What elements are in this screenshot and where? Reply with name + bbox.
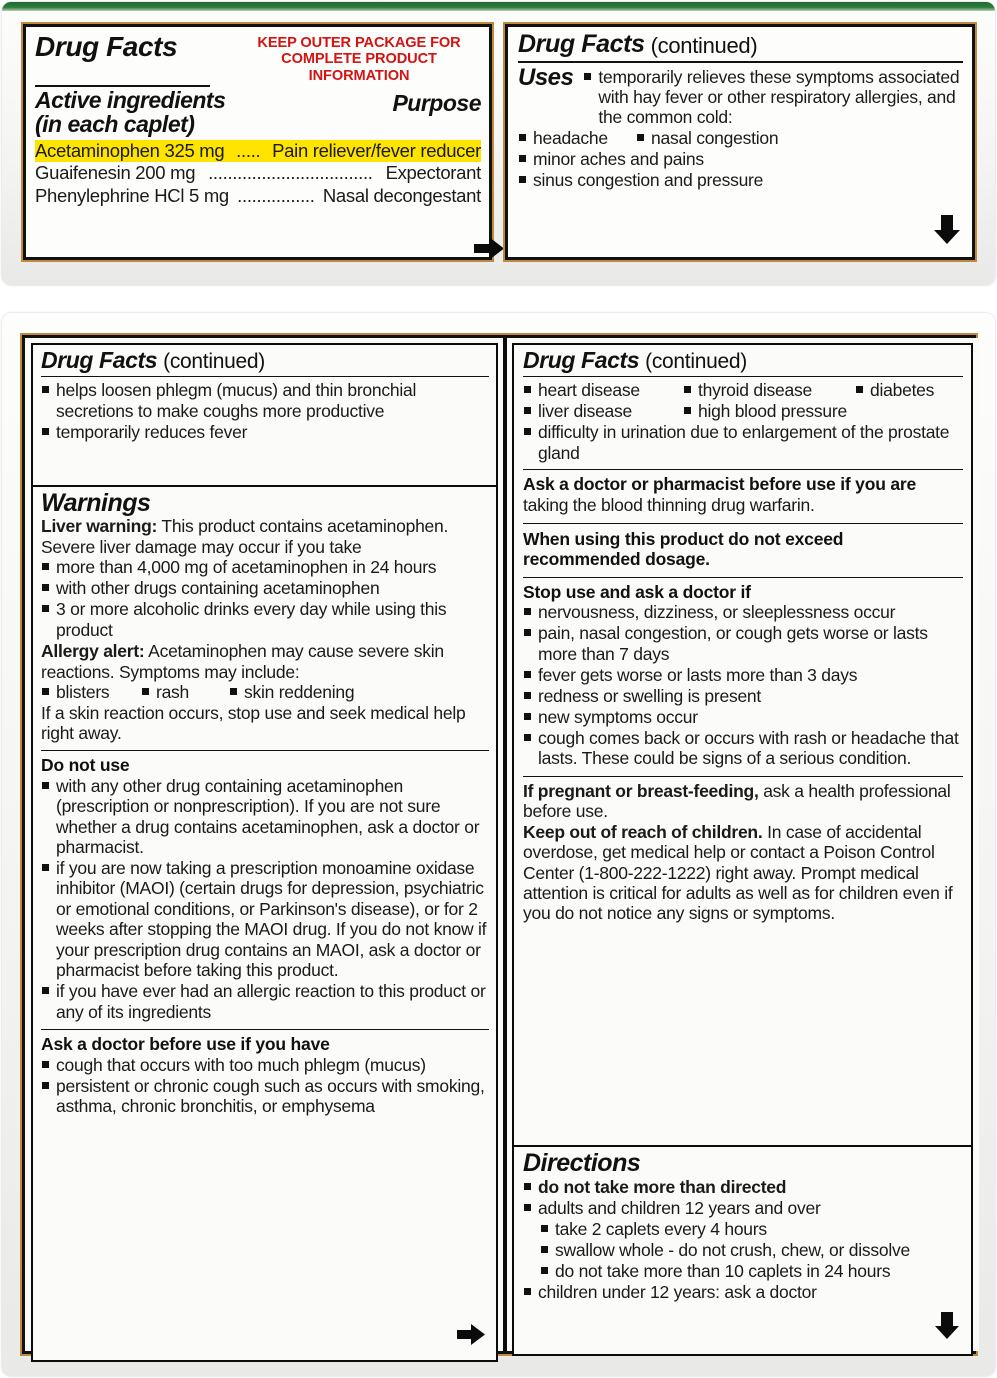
drug-facts-continued-title bbox=[523, 349, 963, 372]
ingredient-dots: ................ bbox=[237, 184, 315, 206]
list-item: 3 or more alcoholic drinks every day while using this product bbox=[41, 599, 489, 640]
list-item: cough comes back or occurs with rash or headache that lasts. These could be signs of a serious condition. bbox=[523, 728, 963, 769]
active-ingredients-title: Active ingredients bbox=[35, 87, 226, 114]
allergy-symptom-list bbox=[41, 682, 489, 703]
bottom-left-column bbox=[25, 338, 503, 1351]
list-item: take 2 caplets every 4 hours bbox=[523, 1219, 963, 1239]
liver-warning-label: Liver warning: bbox=[41, 516, 158, 537]
drug-facts-title-text: Drug Facts bbox=[35, 31, 178, 62]
continued-label: (continued) bbox=[163, 350, 265, 374]
uses-continued-list bbox=[41, 380, 489, 442]
list-item: redness or swelling is present bbox=[523, 686, 963, 706]
list-item: helps loosen phlegm (mucus) and thin bronchial secretions to make coughs more productive bbox=[41, 380, 489, 421]
list-item: do not take more than directed bbox=[523, 1177, 963, 1197]
list-item: headache bbox=[518, 128, 636, 148]
list-item: liver disease bbox=[523, 401, 683, 421]
drug-facts-continued-title bbox=[518, 32, 963, 58]
bottom-right-column bbox=[507, 338, 979, 1351]
warnings-box bbox=[31, 485, 498, 1362]
drug-facts-title-text: Drug Facts bbox=[41, 347, 158, 373]
list-item: rash bbox=[141, 682, 229, 702]
directions-list bbox=[523, 1177, 963, 1302]
uses-intro-list bbox=[583, 65, 963, 129]
list-item: new symptoms occur bbox=[523, 707, 963, 727]
green-carton-stripe bbox=[2, 2, 995, 11]
stop-use-list bbox=[523, 602, 963, 768]
list-item: thyroid disease bbox=[683, 380, 855, 400]
ingredient-purpose: Pain reliever/fever reducer bbox=[272, 139, 481, 161]
do-not-use-list bbox=[41, 776, 489, 1023]
ingredient-row-guaifenesin bbox=[35, 162, 481, 184]
pregnant-warning bbox=[523, 781, 963, 822]
active-ingredients-subtitle: (in each caplet) bbox=[35, 111, 195, 138]
ingredient-dots: .................................. bbox=[208, 162, 373, 184]
liver-warning-body: This product contains acetaminophen. Severe liver damage may occur if you take bbox=[41, 516, 449, 557]
list-item: do not take more than 10 caplets in 24 hours bbox=[523, 1261, 963, 1281]
purpose-label: Purpose bbox=[392, 90, 481, 117]
allergy-alert-text bbox=[41, 641, 489, 682]
list-item: nasal congestion bbox=[636, 128, 778, 148]
carton-panel-bottom bbox=[2, 313, 995, 1376]
when-using-heading: When using this product do not exceed recommended dosage. bbox=[523, 528, 844, 570]
section-divider bbox=[523, 577, 963, 578]
stop-use-heading: Stop use and ask a doctor if bbox=[523, 581, 751, 602]
drug-facts-title-text: Drug Facts bbox=[518, 30, 645, 58]
conditions-list bbox=[523, 380, 963, 463]
list-item: sinus congestion and pressure bbox=[518, 170, 963, 190]
list-item: skin reddening bbox=[229, 682, 354, 702]
active-ingredients-label bbox=[35, 89, 225, 136]
pregnant-body: ask a health professional before use. bbox=[523, 780, 951, 822]
warfarin-heading: Ask a doctor or pharmacist before use if you are bbox=[523, 474, 917, 495]
list-item: with any other drug containing acetaminophen (prescription or nonprescription). If you are not sure whether a drug contains acetaminophen, ask a doctor or pharmacist. bbox=[41, 776, 489, 858]
arrow-down-icon bbox=[932, 213, 962, 251]
ingredient-name: Acetaminophen 325 mg bbox=[35, 139, 225, 161]
list-item: if you have ever had an allergic reaction to this product or any of its ingredients bbox=[41, 981, 489, 1022]
directions-box bbox=[512, 1145, 973, 1356]
uses-continued-box bbox=[31, 343, 498, 487]
continued-label: (continued) bbox=[650, 33, 758, 59]
keep-out-body: In case of accidental overdose, get medical help or contact a Poison Control Center (1-800-222-1222) right away. Prompt medical attention is critical for adults as well as for children even if you do not notice any signs or symptoms. bbox=[523, 821, 953, 924]
list-item: temporarily reduces fever bbox=[41, 422, 489, 442]
drug-facts-title-text: Drug Facts bbox=[523, 347, 640, 373]
uses-symptom-list bbox=[518, 128, 963, 190]
drug-facts-box-top-right bbox=[505, 24, 975, 260]
warfarin-text: taking the blood thinning drug warfarin. bbox=[523, 495, 815, 516]
active-ingredients-header bbox=[35, 89, 481, 136]
carton-panel-top bbox=[2, 2, 995, 285]
allergy-alert-body: Acetaminophen may cause severe skin reactions. Symptoms may include: bbox=[41, 641, 444, 682]
ingredient-name: Phenylephrine HCl 5 mg bbox=[35, 184, 229, 206]
list-item: with other drugs containing acetaminophen bbox=[41, 578, 489, 598]
arrow-down-icon bbox=[933, 1310, 961, 1346]
list-item: difficulty in urination due to enlargement of the prostate gland bbox=[523, 422, 963, 463]
arrow-right-icon bbox=[455, 1322, 487, 1352]
list-item: diabetes bbox=[855, 380, 934, 400]
ingredient-name: Guaifenesin 200 mg bbox=[35, 162, 196, 184]
list-item: blisters bbox=[41, 682, 141, 702]
title-underline bbox=[518, 61, 963, 63]
list-item: fever gets worse or lasts more than 3 days bbox=[523, 665, 963, 685]
list-item: heart disease bbox=[523, 380, 683, 400]
keep-outer-package-notice bbox=[237, 32, 481, 84]
liver-warning-list bbox=[41, 557, 489, 640]
warnings-heading: Warnings bbox=[41, 489, 151, 517]
list-item: children under 12 years: ask a doctor bbox=[523, 1282, 963, 1302]
title-underline bbox=[41, 376, 489, 377]
drug-facts-continued-title bbox=[41, 349, 489, 372]
list-item: if you are now taking a prescription monoamine oxidase inhibitor (MAOI) (certain drugs for depression, psychiatric or emotional conditions, or Parkinson's disease), or for 2 weeks after stopping the MAOI drug. If you do not know if your prescription drug contains an MAOI, ask a doctor or pharmacist before taking this product. bbox=[41, 858, 489, 981]
list-item: nervousness, dizziness, or sleeplessness occur bbox=[523, 602, 963, 622]
allergy-followup-text: If a skin reaction occurs, stop use and seek medical help right away. bbox=[41, 703, 466, 744]
pregnant-label: If pregnant or breast-feeding, bbox=[523, 780, 759, 801]
ask-doctor-heading: Ask a doctor before use if you have bbox=[41, 1034, 330, 1055]
keep-out-warning bbox=[523, 822, 963, 924]
page-title bbox=[35, 32, 177, 62]
keep-outer-package-text: KEEP OUTER PACKAGE FOR COMPLETE PRODUCT INFORMATION bbox=[257, 35, 461, 84]
keep-out-label: Keep out of reach of children. bbox=[523, 821, 763, 842]
section-divider bbox=[41, 750, 489, 751]
section-divider bbox=[523, 776, 963, 777]
list-item: high blood pressure bbox=[683, 401, 847, 421]
liver-warning-text bbox=[41, 516, 489, 557]
ingredient-dots: ..... bbox=[236, 139, 261, 161]
list-item: cough that occurs with too much phlegm (mucus) bbox=[41, 1055, 489, 1075]
section-divider bbox=[41, 1029, 489, 1030]
ingredient-list bbox=[35, 140, 481, 207]
list-item: more than 4,000 mg of acetaminophen in 24 hours bbox=[41, 557, 489, 577]
arrow-right-icon bbox=[472, 235, 506, 267]
ask-doctor-list bbox=[41, 1055, 489, 1117]
list-item: swallow whole - do not crush, chew, or dissolve bbox=[523, 1240, 963, 1260]
list-item: pain, nasal congestion, or cough gets worse or lasts more than 7 days bbox=[523, 623, 963, 664]
list-item: minor aches and pains bbox=[518, 149, 963, 169]
ingredient-row-acetaminophen bbox=[35, 140, 481, 162]
section-divider bbox=[523, 523, 963, 524]
list-item: persistent or chronic cough such as occurs with smoking, asthma, chronic bronchitis, or emphysema bbox=[41, 1076, 489, 1117]
ingredient-row-phenylephrine bbox=[35, 185, 481, 207]
do-not-use-heading: Do not use bbox=[41, 754, 130, 775]
drug-facts-box-top-left bbox=[23, 24, 492, 260]
drug-facts-box-bottom bbox=[22, 335, 976, 1354]
ingredient-purpose: Expectorant bbox=[385, 162, 481, 184]
uses-intro-item: temporarily relieves these symptoms associated with hay fever or other respiratory allergies, and the common cold: bbox=[583, 67, 963, 128]
list-item: adults and children 12 years and over bbox=[523, 1198, 963, 1218]
warnings-continued-box bbox=[512, 343, 973, 1147]
directions-heading: Directions bbox=[523, 1149, 641, 1177]
continued-label: (continued) bbox=[645, 350, 747, 374]
allergy-alert-label: Allergy alert: bbox=[41, 641, 145, 662]
section-divider bbox=[523, 469, 963, 470]
ingredient-purpose: Nasal decongestant bbox=[322, 184, 481, 206]
title-underline bbox=[523, 376, 963, 377]
uses-heading: Uses bbox=[518, 63, 574, 91]
